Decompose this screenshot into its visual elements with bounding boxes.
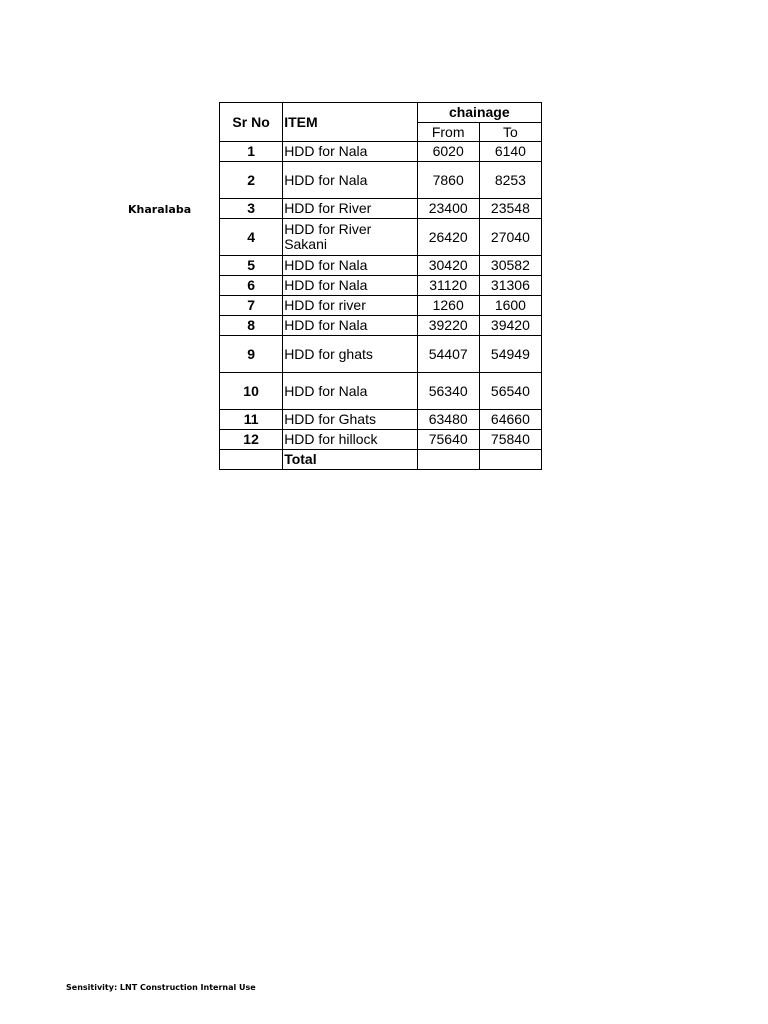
- from-cell: 23400: [417, 199, 479, 219]
- sensitivity-footer: Sensitivity: LNT Construction Internal Use: [66, 983, 256, 992]
- item-cell: HDD for River Sakani: [283, 219, 417, 256]
- from-cell: 1260: [417, 296, 479, 316]
- table-row: [220, 142, 542, 162]
- sr-no-cell: 10: [220, 373, 283, 410]
- item-cell: HDD for hillock: [283, 430, 417, 450]
- from-cell: 31120: [417, 276, 479, 296]
- table-row: [220, 199, 542, 219]
- header-item: ITEM: [283, 103, 417, 142]
- from-cell: 7860: [417, 162, 479, 199]
- to-cell: 23548: [479, 199, 541, 219]
- item-cell: HDD for Nala: [283, 142, 417, 162]
- from-cell: 54407: [417, 336, 479, 373]
- to-cell: 8253: [479, 162, 541, 199]
- to-cell: 75840: [479, 430, 541, 450]
- sr-no-cell: 1: [220, 142, 283, 162]
- to-cell: 30582: [479, 256, 541, 276]
- to-cell: 54949: [479, 336, 541, 373]
- item-cell: HDD for River: [283, 199, 417, 219]
- to-cell: 31306: [479, 276, 541, 296]
- item-cell: HDD for Nala: [283, 256, 417, 276]
- table-row: [220, 430, 542, 450]
- item-cell: HDD for ghats: [283, 336, 417, 373]
- sr-no-cell: 2: [220, 162, 283, 199]
- total-label: Total: [283, 450, 417, 470]
- sr-no-cell: 6: [220, 276, 283, 296]
- from-cell: 56340: [417, 373, 479, 410]
- header-to: To: [479, 123, 541, 142]
- sr-no-cell: 9: [220, 336, 283, 373]
- header-chainage: chainage: [417, 103, 541, 123]
- to-cell: 27040: [479, 219, 541, 256]
- item-cell: HDD for Nala: [283, 373, 417, 410]
- table-row: [220, 256, 542, 276]
- sr-no-cell: 7: [220, 296, 283, 316]
- table-row: [220, 316, 542, 336]
- from-cell: 63480: [417, 410, 479, 430]
- to-cell: 56540: [479, 373, 541, 410]
- item-cell: HDD for Nala: [283, 276, 417, 296]
- table-row: [220, 336, 542, 373]
- table-row: [220, 219, 542, 256]
- to-cell: 64660: [479, 410, 541, 430]
- header-sr-no: Sr No: [220, 103, 283, 142]
- to-cell: 39420: [479, 316, 541, 336]
- header-from: From: [417, 123, 479, 142]
- item-cell: HDD for Ghats: [283, 410, 417, 430]
- table-row: [220, 276, 542, 296]
- item-cell: HDD for river: [283, 296, 417, 316]
- table-row: [220, 410, 542, 430]
- total-row: [220, 450, 542, 470]
- total-sr-cell: [220, 450, 283, 470]
- to-cell: 6140: [479, 142, 541, 162]
- sr-no-cell: 5: [220, 256, 283, 276]
- sr-no-cell: 12: [220, 430, 283, 450]
- from-cell: 75640: [417, 430, 479, 450]
- sr-no-cell: 11: [220, 410, 283, 430]
- item-cell: HDD for Nala: [283, 316, 417, 336]
- total-from-cell: [417, 450, 479, 470]
- item-cell: HDD for Nala: [283, 162, 417, 199]
- from-cell: 26420: [417, 219, 479, 256]
- sr-no-cell: 4: [220, 219, 283, 256]
- to-cell: 1600: [479, 296, 541, 316]
- from-cell: 39220: [417, 316, 479, 336]
- table-row: [220, 296, 542, 316]
- header-row-1: [220, 103, 542, 123]
- chainage-table: [219, 102, 542, 470]
- location-label: Kharalaba: [128, 203, 192, 216]
- table-row: [220, 162, 542, 199]
- table-row: [220, 373, 542, 410]
- sr-no-cell: 3: [220, 199, 283, 219]
- from-cell: 30420: [417, 256, 479, 276]
- total-to-cell: [479, 450, 541, 470]
- from-cell: 6020: [417, 142, 479, 162]
- sr-no-cell: 8: [220, 316, 283, 336]
